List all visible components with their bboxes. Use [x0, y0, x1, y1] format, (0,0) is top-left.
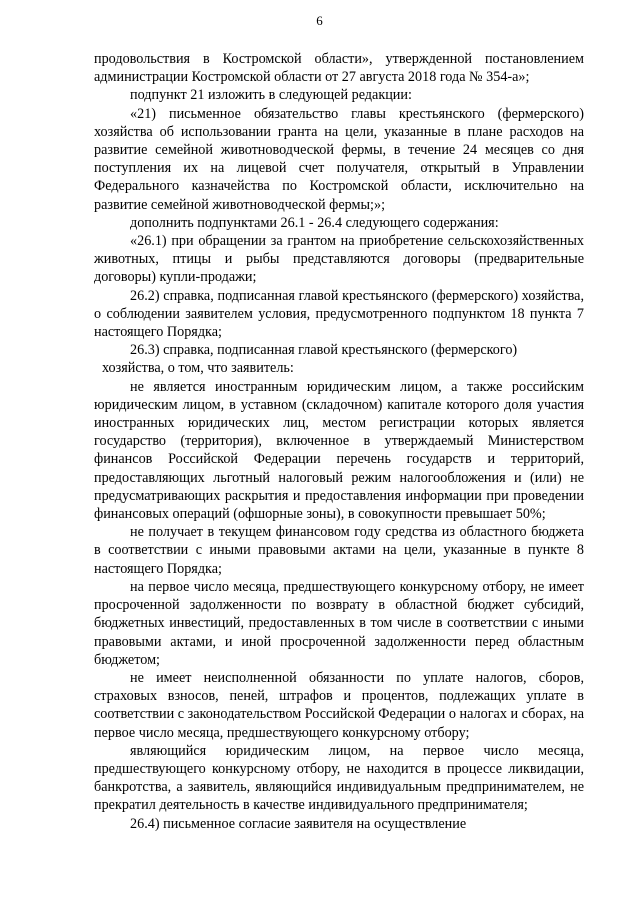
paragraph: дополнить подпунктами 26.1 - 26.4 следующего содержания: [130, 214, 499, 231]
paragraph: не имеет неисполненной обязанности по уплате налогов, сборов, страховых взносов, пеней, штрафов и процентов, подлежащих уплате в соответствии с законодательством Российской Федерации о налогах и сборах, на первое число месяца, предшествующего конкурсному отбору; [94, 669, 584, 741]
paragraph: хозяйства, о том, что заявитель: [102, 360, 294, 377]
paragraph: 26.2) справка, подписанная главой крестьянского (фермерского) хозяйства, о соблюдении заявителем условия, предусмотренного подпунктом 18 пункта 7 настоящего Порядка; [94, 287, 584, 341]
paragraph: являющийся юридическим лицом, на первое число месяца, предшествующего конкурсному отбору, не находится в процессе ликвидации, банкротства, а заявитель, являющийся индивидуальным предпринимателем, не прекратил деятельность в качестве индивидуального предпринимателя; [94, 742, 584, 814]
paragraph: на первое число месяца, предшествующего конкурсному отбору, не имеет просроченной задолженности по возврату в областной бюджет субсидий, бюджетных инвестиций, предоставленных в том числе в соответствии с иными правовыми актами, и иной просроченной задолженности перед областным бюджетом; [94, 578, 584, 668]
paragraph: 26.4) письменное согласие заявителя на осуществление [130, 815, 467, 832]
paragraph: «21) письменное обязательство главы крестьянского (фермерского) хозяйства об использовании гранта на цели, указанные в плане расходов на развитие семейной животноводческой фермы, в течение 24 месяцев со дня поступления их на лицевой счет получателя, открытый в Управлении Федерального казначейства по Костромской области, исключительно на развитие семейной животноводческой фермы;»; [94, 105, 584, 213]
paragraph: не является иностранным юридическим лицом, а также российским юридическим лицом, в уставном (складочном) капитале которого доля участия иностранных юридических лиц, местом регистрации которых является государство (территория), включенное в утверждаемый Министерством финансов Российской Федерации перечень государств и территорий, предоставляющих льготный налоговый режим налогообложения и (или) не предусматривающих раскрытия и предоставления информации при проведении финансовых операций (офшорные зоны), в совокупности превышает 50%; [94, 378, 584, 523]
paragraph: 26.3) справка, подписанная главой крестьянского (фермерского) [130, 342, 518, 359]
paragraph: «26.1) при обращении за грантом на приобретение сельскохозяйственных животных, птицы и рыбы представляются договоры (предварительные договоры) купли-продажи; [94, 233, 584, 286]
paragraph: подпункт 21 изложить в следующей редакции: [130, 87, 412, 104]
paragraph: продовольствия в Костромской области», утвержденной постановлением администрации Костромской области от 27 августа 2018 года № 354-а»; [94, 51, 584, 86]
page-number: 6 [316, 13, 323, 28]
document-body [94, 50, 584, 833]
paragraph: не получает в текущем финансовом году средства из областного бюджета в соответствии с иными правовыми актами на цели, указанные в пункте 8 настоящего Порядка; [94, 524, 584, 577]
